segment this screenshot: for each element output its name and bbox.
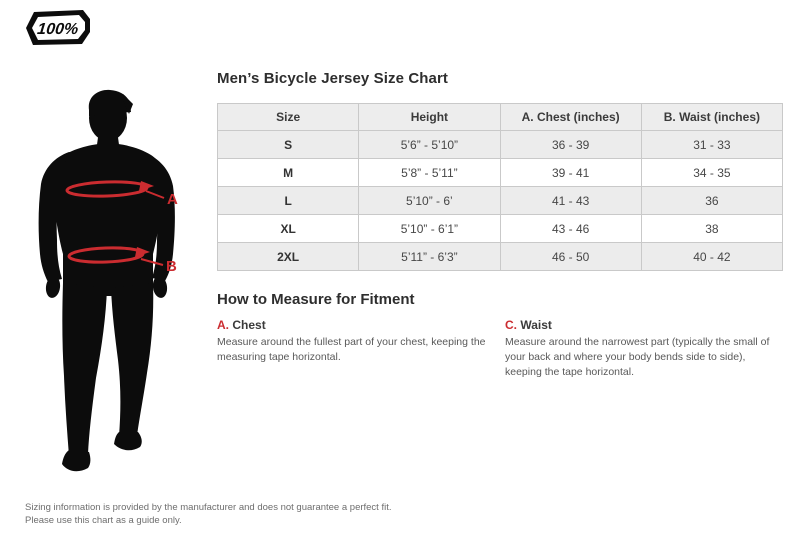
cell-waist: 31 - 33 — [641, 131, 782, 159]
measure-item-label — [505, 318, 783, 332]
table-row — [218, 215, 783, 243]
table-header-row — [218, 104, 783, 131]
cell-size: 2XL — [218, 243, 359, 271]
cell-size: XL — [218, 215, 359, 243]
measure-item-waist — [505, 318, 783, 381]
cell-chest: 39 - 41 — [500, 159, 641, 187]
disclaimer-line-1: Sizing information is provided by the manufacturer and does not guarantee a perfect fit. — [25, 502, 392, 513]
size-chart-table — [217, 103, 783, 271]
measure-description: Measure around the fullest part of your chest, keeping the measuring tape horizontal. — [217, 336, 486, 364]
cell-height: 5’10” - 6’ — [359, 187, 500, 215]
cell-chest: 43 - 46 — [500, 215, 641, 243]
cell-height: 5’11” - 6’3” — [359, 243, 500, 271]
cell-waist: 34 - 35 — [641, 159, 782, 187]
body-measurement-diagram — [25, 88, 205, 488]
cell-height: 5’8” - 5’11” — [359, 159, 500, 187]
disclaimer-footer — [25, 502, 392, 528]
cell-waist: 40 - 42 — [641, 243, 782, 271]
cell-height: 5’6” - 5’10” — [359, 131, 500, 159]
measure-letter: A. — [217, 318, 229, 332]
cell-waist: 38 — [641, 215, 782, 243]
table-row — [218, 131, 783, 159]
table-row — [218, 187, 783, 215]
cell-chest: 36 - 39 — [500, 131, 641, 159]
cell-size: M — [218, 159, 359, 187]
man-silhouette-icon — [39, 90, 175, 471]
cell-waist: 36 — [641, 187, 782, 215]
waist-label-b: B — [166, 258, 177, 275]
page-title: Men’s Bicycle Jersey Size Chart — [217, 70, 448, 87]
column-header-size: Size — [218, 104, 359, 131]
howto-section-title: How to Measure for Fitment — [217, 291, 415, 308]
chest-label-a: A — [167, 191, 178, 208]
disclaimer-line-2: Please use this chart as a guide only. — [25, 514, 182, 526]
cell-size: S — [218, 131, 359, 159]
column-header-chest: A. Chest (inches) — [500, 104, 641, 131]
column-header-waist: B. Waist (inches) — [641, 104, 782, 131]
cell-chest: 41 - 43 — [500, 187, 641, 215]
measure-letter: C. — [505, 318, 517, 332]
cell-size: L — [218, 187, 359, 215]
brand-logo — [24, 8, 92, 48]
cell-chest: 46 - 50 — [500, 243, 641, 271]
measure-item-chest — [217, 318, 505, 381]
measure-name: Chest — [232, 318, 266, 332]
brand-logo-text: 100% — [36, 20, 80, 38]
cell-height: 5’10” - 6’1” — [359, 215, 500, 243]
brand-logo-badge-icon — [24, 8, 92, 48]
measure-item-label — [217, 318, 491, 332]
table-row — [218, 243, 783, 271]
column-header-height: Height — [359, 104, 500, 131]
table-row — [218, 159, 783, 187]
measure-description: Measure around the narrowest part (typically the small of your back and where your body bends side to side), keeping the tape horizontal. — [505, 336, 770, 379]
measure-guide — [217, 318, 783, 381]
measure-name: Waist — [520, 318, 552, 332]
